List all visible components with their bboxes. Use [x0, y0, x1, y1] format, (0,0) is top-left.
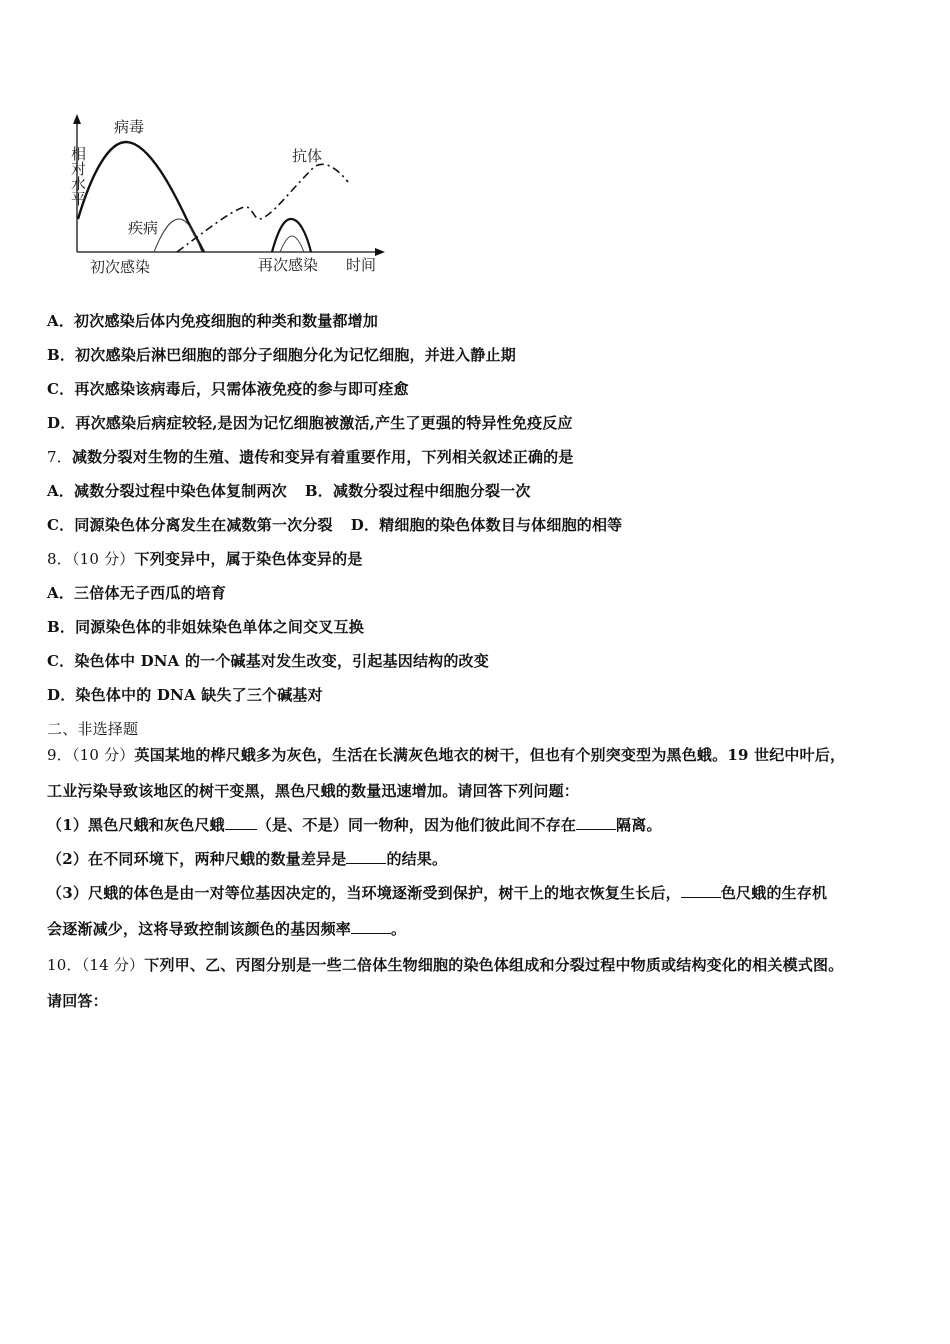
disease-label: 疾病 [128, 219, 159, 237]
question-number: 8． [47, 550, 72, 568]
option-letter: B． [304, 482, 333, 500]
question-stem: 下列甲、乙、丙图分别是一些二倍体生物细胞的染色体组成和分裂过程中物质或结构变化的相关模式图。 [144, 956, 844, 974]
option-letter: D． [47, 686, 76, 704]
option-text: 三倍体无子西瓜的培育 [74, 584, 227, 602]
y-axis-label: 相对水平 [71, 145, 87, 208]
text: 会逐渐减少，这将导致控制该颜色的基因频率 [47, 920, 352, 938]
option-text: 同源染色体的非姐妹染色单体之间交叉互换 [75, 618, 364, 636]
option-letter: D． [350, 516, 380, 534]
option-text: 初次感染后体内免疫细胞的种类和数量都增加 [74, 312, 379, 330]
option-letter: B． [47, 618, 76, 636]
question-number: 9． [47, 746, 72, 764]
text: （1）黑色尺蛾和灰色尺蛾 [47, 816, 225, 834]
option-text: 再次感染该病毒后，只需体液免疫的参与即可痊愈 [74, 380, 409, 398]
option-text: 精细胞的染色体数目与体细胞的相等 [379, 516, 623, 534]
answer-blank[interactable] [346, 849, 386, 864]
text: 隔离。 [616, 816, 662, 834]
q9-sub1 [47, 815, 662, 835]
q8-option-b [47, 617, 364, 637]
q7-options-ab [47, 481, 531, 501]
option-letter: C． [47, 516, 75, 534]
text: 。 [391, 920, 407, 938]
answer-blank[interactable] [351, 919, 391, 934]
question-score: （10 分） [71, 550, 135, 568]
q8-option-c [47, 651, 489, 671]
q9-sub3-line2 [47, 919, 406, 939]
question-stem: 下列变异中，属于染色体变异的是 [134, 550, 363, 568]
option-text: 染色体中 DNA 的一个碱基对发生改变，引起基因结构的改变 [74, 652, 489, 670]
option-letter: A． [47, 482, 75, 500]
option-text: 染色体中的 DNA 缺失了三个碱基对 [75, 686, 323, 704]
virus-label: 病毒 [114, 118, 145, 136]
first-infection-label: 初次感染 [90, 258, 151, 276]
q6-option-d [47, 413, 573, 433]
question-score: （14 分） [81, 956, 145, 974]
option-text: 减数分裂过程中染色体复制两次 [74, 482, 287, 500]
option-letter: C． [47, 380, 75, 398]
option-text: 再次感染后病症较轻,是因为记忆细胞被激活,产生了更强的特异性免疫反应 [75, 414, 573, 432]
answer-blank[interactable] [576, 815, 616, 830]
q9-stem-line2: 工业污染导致该地区的树干变黑，黑色尺蛾的数量迅速增加。请回答下列问题： [47, 782, 580, 800]
section-title: 二、非选择题 [47, 720, 139, 738]
q8-option-d [47, 685, 323, 705]
q10-prompt: 请回答： [47, 992, 108, 1010]
text: （是、不是）同一物种，因为他们彼此间不存在 [256, 816, 577, 834]
q9-sub2 [47, 849, 447, 869]
q10-stem [47, 955, 843, 975]
option-text: 同源染色体分离发生在减数第一次分裂 [74, 516, 333, 534]
question-stem: 减数分裂对生物的生殖、遗传和变异有着重要作用，下列相关叙述正确的是 [71, 448, 574, 466]
question-number: 7． [47, 448, 72, 466]
text: 色尺蛾的生存机 [720, 884, 828, 902]
q9-stem-line1 [47, 745, 845, 765]
q6-option-b [47, 345, 516, 365]
option-letter: A． [47, 584, 75, 602]
option-letter: D． [47, 414, 76, 432]
second-infection-label: 再次感染 [258, 256, 319, 274]
question-stem: 英国某地的桦尺蛾多为灰色，生活在长满灰色地衣的树干，但也有个别突变型为黑色蛾。19 世纪中叶后， [134, 746, 846, 764]
antibody-label: 抗体 [292, 147, 323, 165]
question-number: 10． [47, 956, 82, 974]
option-letter: A． [47, 312, 75, 330]
immune-response-figure [44, 112, 394, 282]
text: 的结果。 [386, 850, 448, 868]
answer-blank[interactable] [681, 883, 721, 898]
q6-option-a [47, 311, 378, 331]
q9-sub3-line1 [47, 883, 827, 903]
q6-option-c [47, 379, 409, 399]
q7-options-cd [47, 515, 622, 535]
option-letter: B． [47, 346, 76, 364]
option-text: 减数分裂过程中细胞分裂一次 [332, 482, 531, 500]
answer-blank[interactable] [225, 815, 257, 830]
q7-stem [47, 447, 574, 467]
option-text: 初次感染后淋巴细胞的部分子细胞分化为记忆细胞，并进入静止期 [75, 346, 516, 364]
q8-stem [47, 549, 363, 569]
question-score: （10 分） [71, 746, 135, 764]
text: （2）在不同环境下，两种尺蛾的数量差异是 [47, 850, 347, 868]
x-axis-label: 时间 [346, 256, 377, 274]
q8-option-a [47, 583, 226, 603]
option-letter: C． [47, 652, 75, 670]
text: （3）尺蛾的体色是由一对等位基因决定的，当环境逐渐受到保护，树干上的地衣恢复生长后， [47, 884, 681, 902]
